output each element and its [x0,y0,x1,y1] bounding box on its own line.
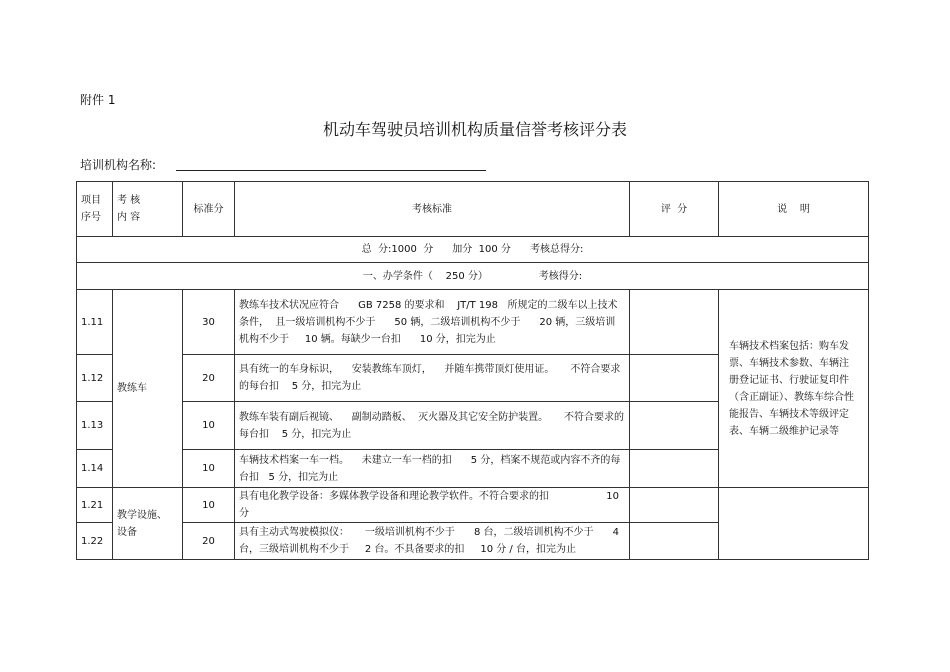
score-table [76,181,869,560]
item-no: 1.21 [77,488,113,523]
header-row [77,182,869,237]
header-rating: 评 分 [630,182,719,237]
score-cell: 10 [183,488,235,523]
content-cell: 教学设施、 设备 [113,488,183,560]
item-no: 1.22 [77,523,113,560]
summary-row [77,237,869,263]
page-title: 机动车驾驶员培训机构质量信誉考核评分表 [322,120,627,139]
attachment-label: 附件 1 [80,93,116,107]
section-row [77,263,869,290]
summary-text: 总 分:1000 分 加分 100 分 考核总得分: [77,237,869,263]
criteria-cell: 具有主动式驾驶模拟仪： 一级培训机构不少于 8 台，二级培训机构不少于 4 台，三级培训机构不少于 2 台。不具备要求的扣 10 分 / 台，扣完为止 [235,523,630,560]
criteria-cell: 具有统一的车身标识， 安装教练车顶灯， 并随车携带顶灯使用证。 不符合要求的每台扣 5 分，扣完为止 [235,355,630,402]
rating-cell [630,402,719,450]
criteria-cell: 车辆技术档案一车一档。 未建立一车一档的扣 5 分，档案不规范或内容不齐的每台扣 5 分，扣完为止 [235,450,630,488]
table-row [77,290,869,355]
org-name-label: 培训机构名称: [80,158,157,172]
section-title: 一、办学条件（ 250 分） 考核得分: [77,263,869,290]
item-no: 1.14 [77,450,113,488]
score-table-wrapper [76,181,869,560]
notes-cell: 车辆技术档案包括：购车发票、车辆技术参数、车辆注册登记证书、行驶证复印件（含正副证）、教练车综合性能报告、车辆技术等级评定表、车辆二级维护记录等 [719,290,869,488]
criteria-cell: 具有电化教学设备：多媒体教学设备和理论教学软件。不符合要求的扣 10 分 [235,488,630,523]
rating-cell [630,523,719,560]
item-no: 1.11 [77,290,113,355]
score-cell: 30 [183,290,235,355]
criteria-cell: 教练车技术状况应符合 GB 7258 的要求和 JT/T 198 所规定的二级车以上技术条件， 且一级培训机构不少于 50 辆，二级培训机构不少于 20 辆，三级培训机构不少于 10 辆。每缺少一台扣 10 分，扣完为止 [235,290,630,355]
rating-cell [630,450,719,488]
header-item-no: 项目 序号 [77,182,113,237]
criteria-cell: 教练车装有副后视镜、 副制动踏板、 灭火器及其它安全防护装置。 不符合要求的每台扣 5 分，扣完为止 [235,402,630,450]
score-cell: 20 [183,355,235,402]
score-cell: 10 [183,450,235,488]
notes-cell [719,488,869,560]
org-name-blank-line [176,170,486,171]
header-score-std: 标准分 [183,182,235,237]
score-cell: 10 [183,402,235,450]
header-criteria: 考核标准 [235,182,630,237]
header-notes: 说 明 [719,182,869,237]
rating-cell [630,290,719,355]
table-row [77,488,869,523]
rating-cell [630,488,719,523]
score-cell: 20 [183,523,235,560]
rating-cell [630,355,719,402]
item-no: 1.13 [77,402,113,450]
content-cell: 教练车 [113,290,183,488]
header-content: 考 核 内 容 [113,182,183,237]
item-no: 1.12 [77,355,113,402]
